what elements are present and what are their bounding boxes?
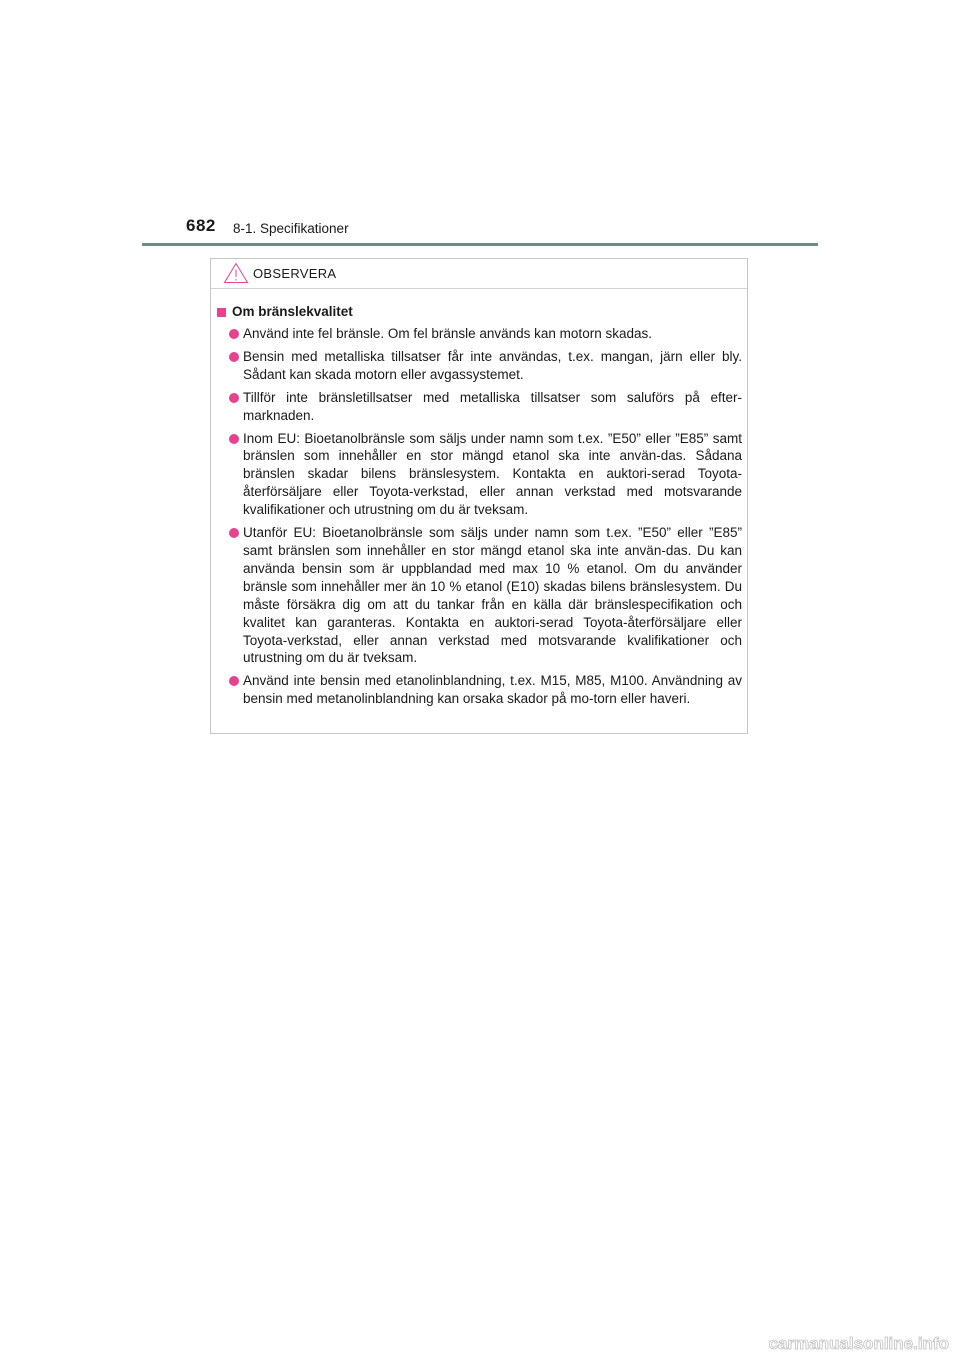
watermark-text: carmanualsonline.info (768, 1334, 949, 1353)
list-item-text: Inom EU: Bioetanolbränsle som säljs under namn som t.ex. ”E50” eller ”E85” samt bränslen som innehåller en stor mängd etanol ska inte använ-das. Sådana bränslen skadar bilens bränslesystem. Kontakta en auktori-serad Toyota-återförsäljare eller Toyota-verkstad, eller annan verkstad med motsvarande kvalifikationer och utrustning om du är tveksam. (243, 430, 742, 518)
list-item (215, 348, 742, 384)
section-title: 8-1. Specifikationer (233, 221, 349, 236)
dot-bullet-icon (229, 528, 239, 538)
list-item-text: Använd inte fel bränsle. Om fel bränsle används kan motorn skadas. (243, 326, 652, 341)
caution-body (211, 289, 747, 708)
list-item (215, 430, 742, 520)
dot-bullet-icon (229, 352, 239, 362)
list-item-text: Bensin med metalliska tillsatser får inte användas, t.ex. mangan, järn eller bly. Sådant kan skada motorn eller avgassystemet. (243, 348, 742, 382)
list-item-text: Använd inte bensin med etanolinblandning, t.ex. M15, M85, M100. Användning av bensin med metanolinblandning kan orsaka skador på mo-torn eller haveri. (243, 673, 742, 707)
list-item (215, 672, 742, 708)
subheading-text: Om bränslekvalitet (232, 304, 353, 319)
dot-bullet-icon (229, 393, 239, 403)
square-bullet-icon (217, 308, 226, 317)
dot-bullet-icon (229, 434, 239, 444)
list-item (215, 325, 742, 343)
header-rule (142, 243, 818, 246)
warning-triangle-icon (223, 262, 249, 284)
list-item-text: Tillför inte bränsletillsatser med metalliska tillsatser som saluförs på efter-marknaden. (243, 389, 742, 423)
watermark-logo (704, 1334, 954, 1354)
caution-header (211, 259, 747, 289)
dot-bullet-icon (229, 329, 239, 339)
caution-box (210, 258, 748, 734)
caution-subheading (215, 303, 742, 321)
page-number: 682 (186, 216, 216, 235)
list-item-text: Utanför EU: Bioetanolbränsle som säljs under namn som t.ex. ”E50” eller ”E85” samt bränslen som innehåller en stor mängd etanol ska inte använ-das. Du kan använda bensin som är uppblandad med max 10 % etanol. Om du använder bränsle som innehåller mer än 10 % etanol (E10) skadas bilens bränslesystem. Du måste försäkra dig om att du tankar från en källa där bränslespecifikation och kvalitet kan garanteras. Kontakta en auktori-serad Toyota-återförsäljare eller Toyota-verkstad, eller annan verkstad med motsvarande kvalifikationer och utrustning om du är tveksam. (243, 525, 742, 666)
caution-label: OBSERVERA (253, 266, 337, 281)
dot-bullet-icon (229, 676, 239, 686)
list-item (215, 524, 742, 667)
list-item (215, 389, 742, 425)
